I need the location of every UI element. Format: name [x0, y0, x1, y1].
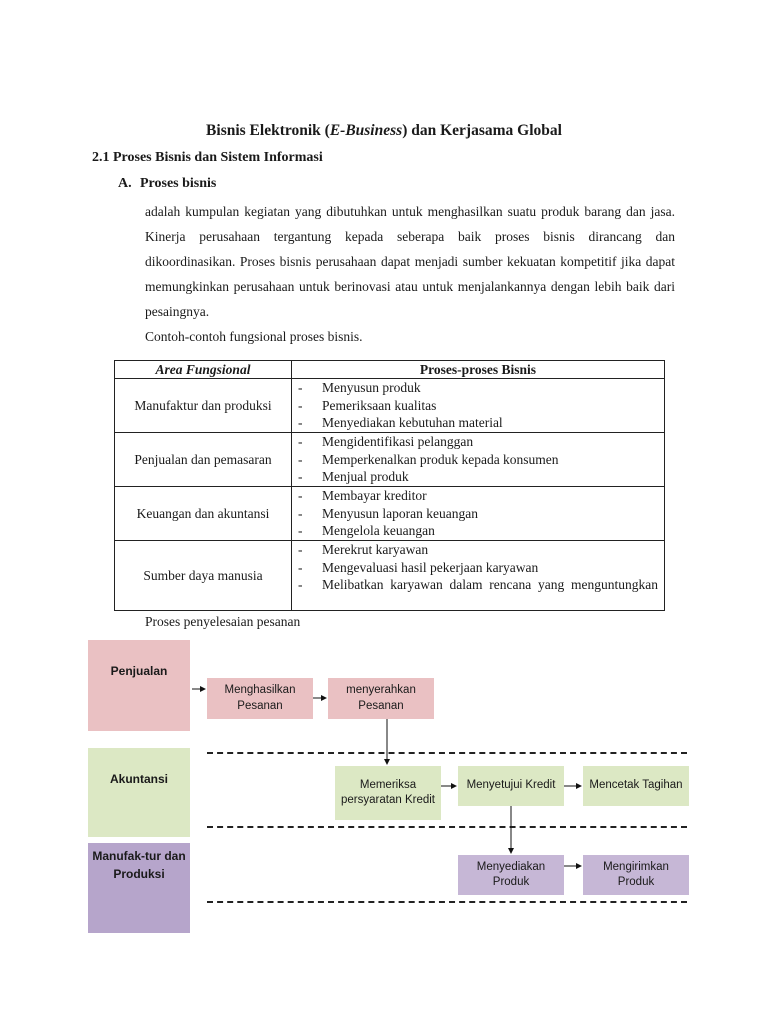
process-item: - Memperkenalkan produk kepada konsumen	[298, 451, 658, 469]
process-item: - Menyusun produk	[298, 379, 658, 397]
area-cell: Keuangan dan akuntansi	[115, 487, 292, 541]
process-item: - Menyediakan kebutuhan material	[298, 414, 658, 432]
subsection-heading: A. Proses bisnis	[118, 176, 217, 191]
section-heading: 2.1 Proses Bisnis dan Sistem Informasi	[92, 150, 323, 165]
step-ship-product: Mengirimkan Produk	[583, 855, 689, 895]
area-cell: Manufaktur dan produksi	[115, 379, 292, 433]
step-generate-order: Menghasilkan Pesanan	[207, 678, 313, 719]
lane-manufacturing: Manufak-tur dan Produksi	[88, 843, 190, 933]
definition-paragraph: adalah kumpulan kegiatan yang dibutuhkan untuk menghasilkan suatu produk barang dan jasa. Kinerja perusahaan tergantung kepada seberapa baik proses bisnis dirancang dan dikoordinasikan. Proses bisnis perusahaan dapat menjadi sumber kekuatan kompetitif jika dapat memungkinkan perusahaan untuk berinovasi atau untuk menjalankannya dengan lebih baik dari pesaingnya.	[145, 204, 675, 319]
examples-caption: Contoh-contoh fungsional proses bisnis.	[145, 329, 363, 344]
process-item: - Mengidentifikasi pelanggan	[298, 433, 658, 451]
lane-accounting: Akuntansi	[88, 748, 190, 837]
table-header-processes: Proses-proses Bisnis	[292, 361, 665, 379]
step-print-invoice: Mencetak Tagihan	[583, 766, 689, 806]
step-check-credit: Memeriksa persyaratan Kredit	[335, 766, 441, 820]
area-cell: Penjualan dan pemasaran	[115, 433, 292, 487]
step-provide-product: Menyediakan Produk	[458, 855, 564, 895]
process-item: - Mengevaluasi hasil pekerjaan karyawan	[298, 559, 658, 577]
lane-sales: Penjualan	[88, 640, 190, 731]
process-item: - Mengelola keuangan	[298, 522, 658, 540]
process-item: - Pemeriksaan kualitas	[298, 397, 658, 415]
table-header-area: Area Fungsional	[115, 361, 292, 379]
step-approve-credit: Menyetujui Kredit	[458, 766, 564, 806]
process-item: - Menyusun laporan keuangan	[298, 505, 658, 523]
document-title: Bisnis Elektronik (E-Business) dan Kerjasama Global	[206, 122, 562, 139]
process-item: - Merekrut karyawan	[298, 541, 658, 559]
process-item: - Menjual produk	[298, 468, 658, 486]
area-cell: Sumber daya manusia	[115, 541, 292, 611]
process-item: - Melibatkan karyawan dalam rencana yang menguntungkan	[298, 576, 658, 594]
flow-caption: Proses penyelesaian pesanan	[145, 614, 301, 629]
process-item: - Membayar kreditor	[298, 487, 658, 505]
step-submit-order: menyerahkan Pesanan	[328, 678, 434, 719]
